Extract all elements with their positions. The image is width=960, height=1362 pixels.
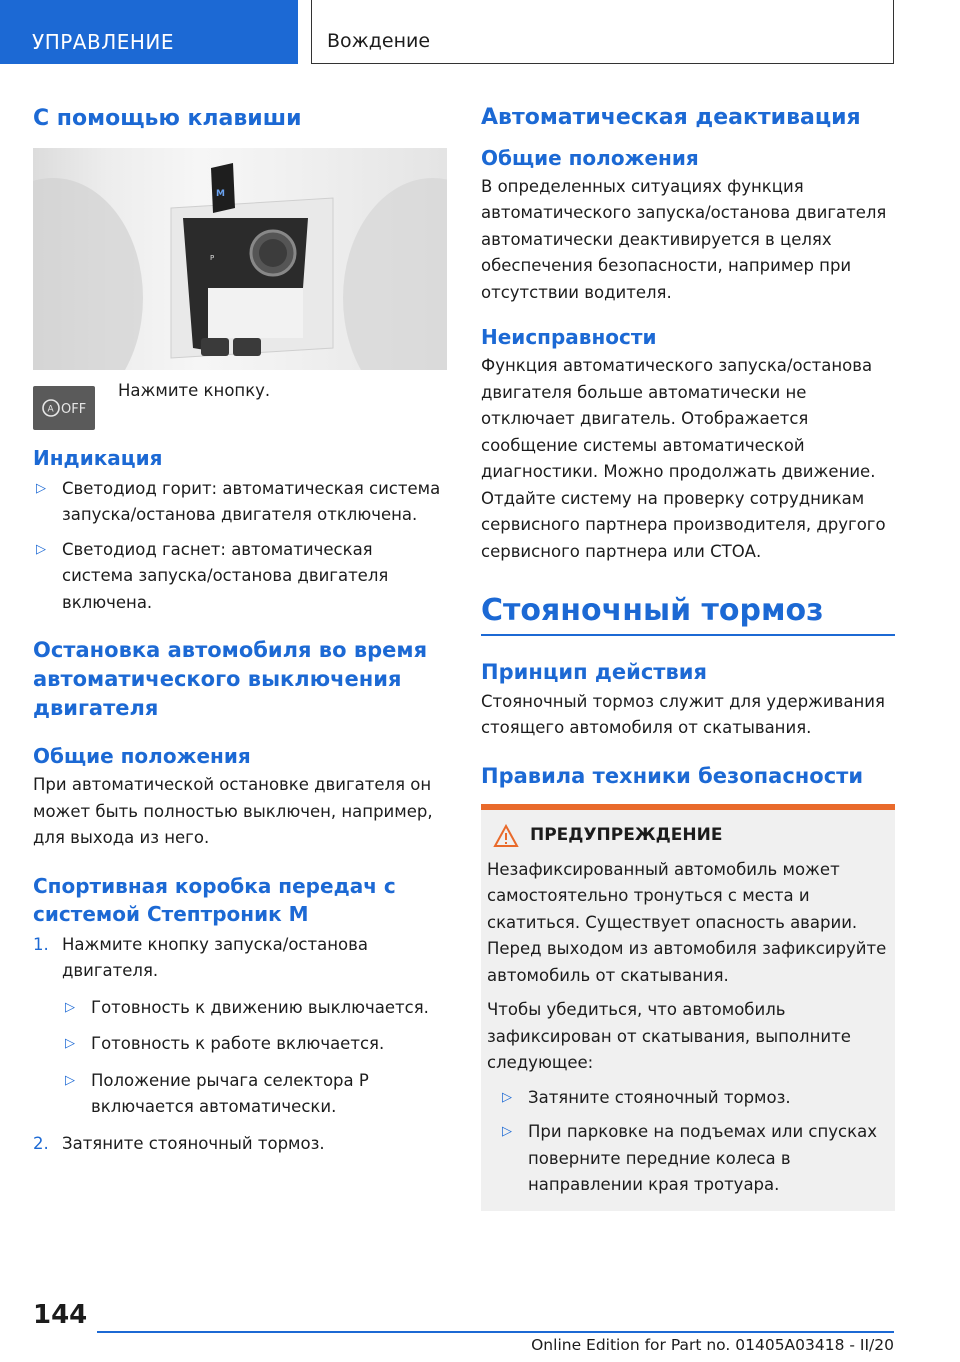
heading-indication: Индикация: [33, 445, 163, 470]
header-section-tab: [0, 0, 298, 64]
svg-text:A: A: [47, 404, 54, 415]
header-chapter: [311, 0, 894, 64]
warning-text-1: Незафиксированный автомобиль может самостоятельно тронуться с места и скатиться. Существует опасность аварии. Перед выходом из автомобиля зафиксируйте автомобиль от скатывания.: [487, 859, 887, 985]
list-item: ▷ Светодиод гаснет: автоматическая система запуска/останова двигателя включена.: [33, 537, 447, 617]
heading-key: С помощью клавиши: [33, 106, 302, 131]
warning-box: [481, 804, 895, 1211]
sub-item: ▷ Готовность к движению выключается.: [62, 995, 447, 1022]
warning-title: ПРЕДУПРЕЖДЕНИЕ: [530, 824, 723, 845]
triangle-bullet-icon: ▷: [65, 1036, 75, 1052]
triangle-bullet-icon: ▷: [36, 541, 46, 557]
warning-list: [487, 1085, 889, 1199]
principle-text: Стояночный тормоз служит для удерживания стоящего автомобиля от скатывания.: [481, 691, 885, 738]
heading-parking-brake: Стояночный тормоз: [481, 593, 824, 629]
indication-list: [33, 476, 447, 617]
auto-start-stop-button-icon: [33, 386, 95, 430]
sub-item: ▷ Готовность к работе включается.: [62, 1031, 447, 1058]
heading-principle: Принцип действия: [481, 660, 707, 685]
list-item: ▷ Светодиод горит: автоматическая система запуска/останова двигателя отключена.: [33, 476, 447, 529]
general-text-right: В определенных ситуациях функция автоматического запуска/останова двигателя автоматически деактивируется в целях обеспечения безопасности, например при отсутствии водителя.: [481, 176, 887, 302]
header-section-label: УПРАВЛЕНИЕ: [32, 30, 175, 54]
svg-text:OFF: OFF: [61, 401, 87, 417]
heading-safety: Правила техники безопасности: [481, 763, 864, 788]
auto-off-icon: [33, 386, 95, 430]
warning-text-2: Чтобы убедиться, что автомобиль зафиксирован от скатывания, выполните следующее:: [487, 1000, 851, 1073]
m-logo: M: [216, 188, 225, 199]
p-button-label: P: [210, 253, 215, 262]
page-number: 144: [33, 1300, 88, 1330]
right-column: [481, 100, 895, 1211]
edition-note: Online Edition for Part no. 01405A03418 - II/20: [531, 1336, 894, 1354]
triangle-bullet-icon: ▷: [65, 1072, 75, 1088]
press-button-text: Нажмите кнопку.: [118, 380, 271, 400]
warning-triangle-icon: [493, 824, 519, 848]
triangle-bullet-icon: ▷: [502, 1124, 512, 1140]
header-chapter-label: Вождение: [327, 30, 431, 52]
list-item: ▷ При парковке на подъемах или спусках поверните передние колеса в направлении края тротуара.: [499, 1119, 889, 1199]
step-item: 2. Затяните стояночный тормоз.: [33, 1133, 325, 1153]
general-text-left: При автоматической остановке двигателя он может быть полностью выключен, например, для выхода из него.: [33, 775, 433, 848]
heading-stop-vehicle: Остановка автомобиля во время автоматического выключения двигателя: [33, 638, 428, 721]
step-item: 1. Нажмите кнопку запуска/останова двигателя. ▷ Готовность к движению выключается. ▷ Готовность к работе включается. ▷ Положение рычага селектора P включается автоматически.: [33, 932, 447, 1121]
warning-title-row: [487, 824, 889, 854]
heading-sport-gearbox: Спортивная коробка передач с системой Стептроник M: [33, 873, 396, 926]
heading-general-right: Общие положения: [481, 145, 699, 170]
sub-item: ▷ Положение рычага селектора P включается автоматически.: [62, 1068, 447, 1121]
gear-selector-photo: [33, 148, 447, 370]
heading-auto-deactivation: Автоматическая деактивация: [481, 105, 861, 130]
triangle-bullet-icon: ▷: [36, 480, 46, 496]
triangle-bullet-icon: ▷: [65, 999, 75, 1015]
footer-rule: [97, 1331, 894, 1333]
fault-text: Функция автоматического запуска/останова двигателя больше автоматически не отключает двигатель. Отображается сообщение системы автоматической диагностики. Можно продолжать движение. Отдайте систему на проверку сотрудникам сервисного партнера производителя, другого сервисного партнера или СТОА.: [481, 356, 886, 561]
heading-general-left: Общие положения: [33, 744, 251, 769]
list-item: ▷ Затяните стояночный тормоз.: [499, 1085, 889, 1112]
heading-rule: [481, 634, 895, 636]
heading-faults: Неисправности: [481, 325, 657, 350]
press-button-row: [33, 380, 447, 438]
steps-list: [33, 932, 447, 1158]
console-illustration: [33, 148, 447, 370]
triangle-bullet-icon: ▷: [502, 1089, 512, 1105]
left-column: [33, 100, 447, 1157]
